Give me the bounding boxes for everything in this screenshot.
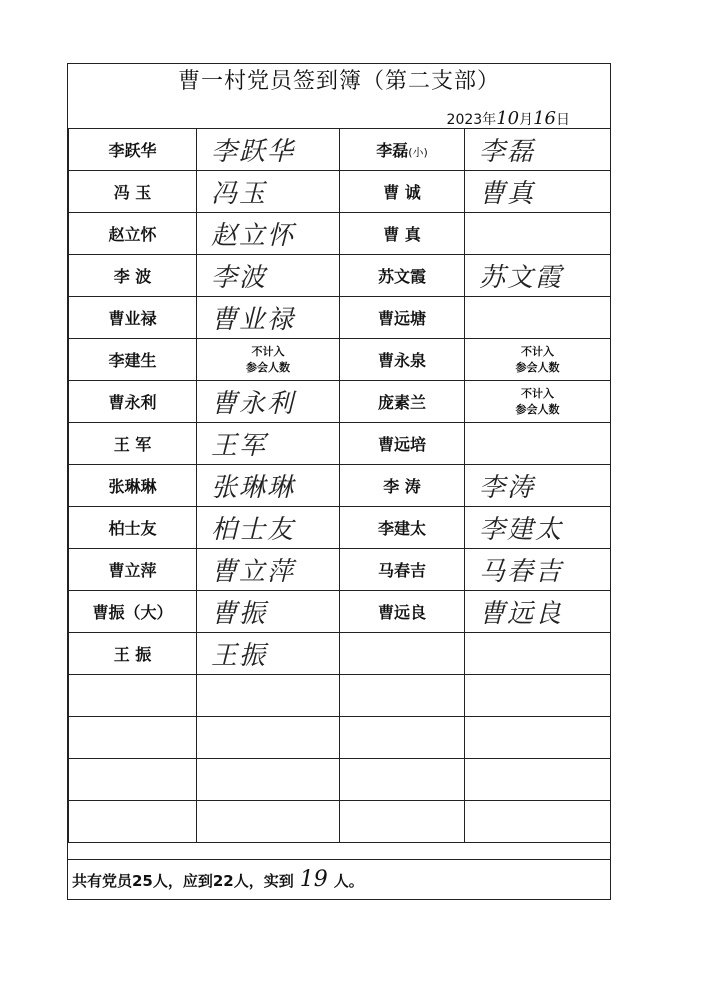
handwritten-signature: 柏士友 xyxy=(211,515,296,545)
member-name-text: 苏文霞 xyxy=(377,267,426,286)
member-name xyxy=(69,171,197,213)
not-counted-note: 不计入 参会人数 xyxy=(515,344,560,374)
empty-cell xyxy=(69,717,197,759)
handwritten-signature: 苏文霞 xyxy=(479,263,564,293)
member-name-text: 张琳琳 xyxy=(108,477,157,496)
member-name xyxy=(340,633,465,675)
handwritten-signature: 曹业禄 xyxy=(211,305,296,335)
member-name-text: 王 振 xyxy=(113,645,152,664)
member-name xyxy=(69,591,197,633)
sheet-date xyxy=(447,108,570,129)
table-row xyxy=(69,633,611,675)
member-name xyxy=(69,633,197,675)
signature-cell xyxy=(197,171,340,213)
signature-cell xyxy=(197,339,340,381)
empty-cell xyxy=(69,675,197,717)
handwritten-signature: 王军 xyxy=(211,431,268,461)
summary-text: 共有党员25人，应到22人，实到 xyxy=(72,872,294,890)
signature-cell xyxy=(465,213,611,255)
signature-cell xyxy=(197,507,340,549)
date-day-label: 日 xyxy=(556,112,570,128)
signature-cell xyxy=(465,507,611,549)
empty-cell xyxy=(465,675,611,717)
handwritten-signature xyxy=(465,429,479,459)
member-name-text: 赵立怀 xyxy=(108,225,157,244)
handwritten-signature xyxy=(465,219,479,249)
signature-cell xyxy=(197,297,340,339)
member-name-text: 曹远良 xyxy=(377,603,426,622)
empty-cell xyxy=(197,801,340,843)
handwritten-signature: 李涛 xyxy=(479,473,536,503)
handwritten-signature: 王振 xyxy=(211,641,268,671)
member-name xyxy=(69,255,197,297)
signature-cell xyxy=(465,633,611,675)
table-row xyxy=(69,297,611,339)
empty-cell xyxy=(69,801,197,843)
member-name xyxy=(340,507,465,549)
empty-cell xyxy=(197,675,340,717)
member-name-text: 庞素兰 xyxy=(377,393,426,412)
member-name-text: 曹远培 xyxy=(377,435,426,454)
signature-cell xyxy=(465,591,611,633)
member-name xyxy=(340,381,465,423)
table-row xyxy=(69,171,611,213)
attendance-rows xyxy=(69,129,611,843)
signature-cell xyxy=(197,255,340,297)
signature-cell xyxy=(465,381,611,423)
signature-cell xyxy=(465,423,611,465)
member-name xyxy=(69,549,197,591)
signature-cell xyxy=(197,381,340,423)
empty-row xyxy=(69,675,611,717)
handwritten-signature: 曹真 xyxy=(479,179,536,209)
table-row xyxy=(69,129,611,171)
empty-cell xyxy=(340,675,465,717)
sign-in-sheet xyxy=(67,63,611,900)
member-name xyxy=(69,297,197,339)
empty-cell xyxy=(340,801,465,843)
not-counted-note: 不计入 参会人数 xyxy=(246,344,290,374)
empty-cell xyxy=(465,717,611,759)
signature-cell xyxy=(197,549,340,591)
member-name-text: 曹立萍 xyxy=(108,561,157,580)
empty-row xyxy=(69,717,611,759)
name-suffix: (小) xyxy=(408,146,428,159)
member-name-text: 李磊 xyxy=(376,141,409,160)
signature-cell xyxy=(197,129,340,171)
signature-cell xyxy=(197,423,340,465)
date-month: 10 xyxy=(496,108,520,129)
member-name-text: 曹 诚 xyxy=(383,183,421,202)
member-name xyxy=(340,297,465,339)
empty-cell xyxy=(69,759,197,801)
summary-suffix: 人。 xyxy=(333,872,364,890)
member-name-text: 曹永利 xyxy=(108,393,157,412)
signature-cell xyxy=(465,339,611,381)
empty-cell xyxy=(197,717,340,759)
member-name-text: 曹 真 xyxy=(383,225,421,244)
handwritten-signature: 曹振 xyxy=(211,599,268,629)
handwritten-signature: 李跃华 xyxy=(211,137,296,167)
table-row xyxy=(69,465,611,507)
empty-row xyxy=(69,801,611,843)
handwritten-signature: 曹远良 xyxy=(479,599,564,629)
date-year: 2023年 xyxy=(446,112,497,128)
member-name-text: 曹振（大） xyxy=(92,603,173,622)
member-name-text: 李 涛 xyxy=(383,477,421,496)
empty-cell xyxy=(465,759,611,801)
member-name xyxy=(340,129,465,171)
handwritten-signature: 曹永利 xyxy=(211,389,296,419)
signature-cell xyxy=(197,465,340,507)
table-row xyxy=(69,213,611,255)
member-name-text: 李 波 xyxy=(113,267,152,286)
member-name xyxy=(340,423,465,465)
handwritten-signature: 曹立萍 xyxy=(211,557,296,587)
attended-count: 19 xyxy=(299,867,328,892)
member-name xyxy=(69,339,197,381)
member-name xyxy=(69,465,197,507)
empty-cell xyxy=(340,759,465,801)
member-name-text: 柏士友 xyxy=(108,519,157,538)
table-row xyxy=(69,507,611,549)
date-day: 16 xyxy=(533,108,556,129)
member-name xyxy=(69,507,197,549)
signature-cell xyxy=(197,591,340,633)
handwritten-signature: 张琳琳 xyxy=(211,473,296,503)
handwritten-signature: 李磊 xyxy=(479,137,536,167)
attendance-summary xyxy=(68,859,610,899)
table-row xyxy=(69,339,611,381)
signature-cell xyxy=(465,297,611,339)
member-name xyxy=(340,339,465,381)
handwritten-signature: 李建太 xyxy=(479,515,564,545)
table-row xyxy=(69,381,611,423)
table-row xyxy=(69,423,611,465)
member-name-text: 曹业禄 xyxy=(108,309,157,328)
signature-cell xyxy=(197,213,340,255)
table-row xyxy=(69,255,611,297)
member-name-text: 曹远塘 xyxy=(377,309,426,328)
member-name-text: 马春吉 xyxy=(377,561,426,580)
signature-cell xyxy=(465,129,611,171)
handwritten-signature: 冯玉 xyxy=(211,179,268,209)
signature-cell xyxy=(197,633,340,675)
handwritten-signature: 李波 xyxy=(211,263,268,293)
signature-cell xyxy=(465,171,611,213)
member-name xyxy=(69,213,197,255)
member-name xyxy=(340,465,465,507)
signature-cell xyxy=(465,255,611,297)
empty-cell xyxy=(340,717,465,759)
signature-cell xyxy=(465,549,611,591)
member-name xyxy=(340,255,465,297)
sheet-title: 曹一村党员签到簿（第二支部） xyxy=(177,69,500,94)
attendance-table xyxy=(68,128,611,843)
empty-cell xyxy=(465,801,611,843)
member-name xyxy=(340,171,465,213)
signature-cell xyxy=(465,465,611,507)
member-name xyxy=(69,423,197,465)
handwritten-signature: 赵立怀 xyxy=(211,221,296,251)
handwritten-signature xyxy=(465,303,479,333)
table-row xyxy=(69,591,611,633)
member-name-text: 李建太 xyxy=(377,519,426,538)
member-name-text: 李建生 xyxy=(108,351,157,370)
table-row xyxy=(69,549,611,591)
empty-row xyxy=(69,759,611,801)
member-name-text: 李跃华 xyxy=(108,141,157,160)
empty-cell xyxy=(197,759,340,801)
member-name xyxy=(340,549,465,591)
member-name xyxy=(69,381,197,423)
date-month-label: 月 xyxy=(519,112,534,128)
member-name-text: 曹永泉 xyxy=(377,351,426,370)
not-counted-note: 不计入 参会人数 xyxy=(515,386,560,416)
member-name-text: 冯 玉 xyxy=(113,183,152,202)
member-name xyxy=(340,213,465,255)
member-name xyxy=(69,129,197,171)
handwritten-signature: 马春吉 xyxy=(479,557,564,587)
member-name-text: 王 军 xyxy=(113,435,152,454)
member-name xyxy=(340,591,465,633)
handwritten-signature xyxy=(465,639,479,669)
